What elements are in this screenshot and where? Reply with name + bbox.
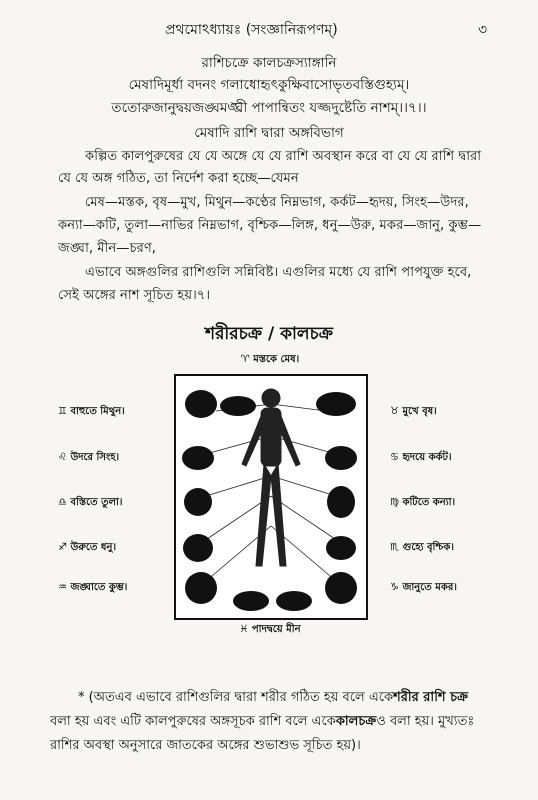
right-label-1: ♉ মুখে বৃষ। — [390, 406, 437, 417]
aries-icon — [220, 396, 256, 416]
figure-title: শরীরচক্র / কালচক্র — [205, 324, 333, 344]
running-header — [0, 18, 538, 40]
libra-icon — [184, 488, 212, 516]
section-heading: মেষাদি রাশি দ্বারা অঙ্গবিভাগ — [194, 125, 344, 141]
right-label-4: ♏ গুহ্যে বৃশ্চিক। — [390, 542, 454, 553]
page-number: ৩ — [478, 22, 488, 38]
pisces-fish-icon-2 — [276, 591, 312, 611]
gemini-icon — [185, 390, 217, 418]
para2-line2: কন্যা—কটি, তুলা—নাভির নিম্নভাগ, বৃশ্চিক—লিঙ্গ, ধনু—উরু, মকর—জানু, কুম্ভ— — [58, 218, 482, 233]
footnote-line-2: বলা হয় এবং এটি কালপুরুষের অঙ্গসূচক রাশি বলে একেকালচক্রও বলা হয়। মুখ্যতঃ — [50, 714, 475, 729]
footnote-line-3: রাশির অবস্থা অনুসারে জাতকের অঙ্গের শুভাশুভ সূচিত হয়)। — [50, 738, 361, 753]
taurus-icon — [316, 392, 356, 416]
para1-line2: যে যে অঙ্গ গঠিত, তা নির্দেশ করা হচ্ছে—যেমন — [58, 171, 299, 186]
right-label-2: ♋ হৃদয়ে কর্কট। — [390, 452, 452, 463]
kalapurusha-figure — [50, 352, 490, 642]
left-label-2: ♌ উদরে সিংহ। — [58, 452, 120, 463]
scorpio-icon — [326, 536, 356, 560]
sagittarius-icon — [183, 534, 213, 562]
figure-bottom-label: ♓ পাদদ্বয়ে মীন — [239, 624, 301, 635]
left-label-4: ♐ উরুতে ধনু। — [58, 542, 117, 553]
chapter-title: প্রথমোঽধ্যায়ঃ (সংজ্ঞানিরূপণম্) — [165, 22, 338, 38]
para3-line2: সেই অঙ্গের নাশ সূচিত হয়।৭। — [58, 288, 211, 303]
cancer-icon — [325, 446, 357, 470]
footnote-line-1: * (অতএব এভাবে রাশিগুলির দ্বারা শরীর গঠিত হয় বলে একেশরীর রাশি চক্র — [78, 690, 469, 705]
aquarius-icon — [185, 572, 217, 604]
left-label-1: ♊ বাহুতে মিথুন। — [58, 406, 125, 417]
left-label-5: ♒ জঙ্ঘাতে কুম্ভ। — [58, 582, 128, 593]
para1-line1: কল্পিত কালপুরুষের যে যে অঙ্গে যে যে রাশি অবস্থান করে বা যে যে রাশি দ্বারা — [85, 149, 482, 164]
figure-top-label: ♈ মস্তকে মেষ। — [240, 354, 300, 365]
capricorn-icon — [325, 572, 357, 604]
para3-line1: এভাবে অঙ্গগুলির রাশিগুলি সন্নিবিষ্ট। এগুলির মধ্যে যে রাশি পাপযুক্ত হবে, — [85, 265, 472, 280]
para2-line3: জঙ্ঘা, মীন—চরণ, — [58, 241, 156, 256]
zodiac-man-svg — [176, 376, 366, 618]
virgo-icon — [327, 486, 355, 518]
left-label-3: ♎ বস্তিতে তুলা। — [58, 497, 123, 508]
right-label-3: ♍ কটিতে কন্যা। — [390, 497, 456, 508]
head-icon — [262, 389, 280, 407]
para2-line1: মেষ—মস্তক, বৃষ—মুখ, মিথুন—কণ্ঠের নিম্নভাগ, কর্কট—হৃদয়, সিংহ—উদর, — [85, 195, 469, 210]
verse-heading: রাশিচক্রে কালচক্রস্যাঙ্গানি — [201, 55, 337, 71]
pisces-fish-icon — [233, 591, 269, 611]
right-label-5: ♑ জানুতে মকর। — [390, 582, 457, 593]
verse-line-1: মেষাদিমূর্ধা বদনং গলাধোহৃৎকুক্ষিবাসোভৃতবস্তিগুহ্যম্। — [128, 77, 410, 93]
leo-icon — [182, 446, 214, 470]
verse-line-2: ততোরুজানুদ্বয়জঙ্ঘমঙ্ঘ্রী পাপান্বিতং যজ্জদুষ্টেতি নাশম্।।৭।। — [111, 100, 427, 116]
footnote — [50, 686, 500, 758]
zodiac-man-illustration — [174, 374, 368, 620]
